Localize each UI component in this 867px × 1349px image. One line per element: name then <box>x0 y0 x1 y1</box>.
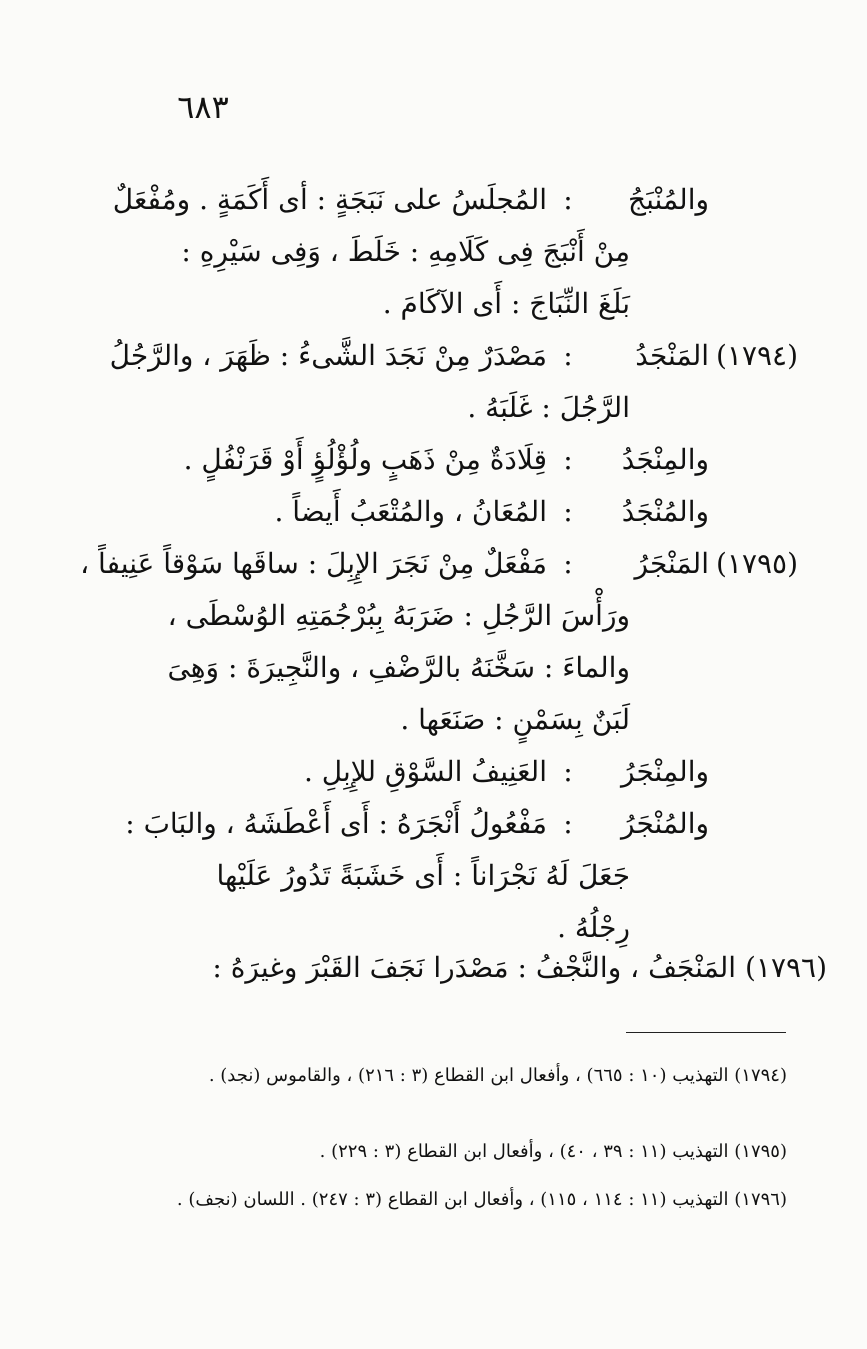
definition-line: مِنْ أَنْبَجَ فِى كَلَامِهِ : خَلَطَ ، وَفِى سَيْرِهِ : <box>181 235 630 268</box>
entry-head-line: (١٧٩٦) المَنْجَفُ ، والنَّجْفُ : مَصْدَرا نَجَفَ القَبْرَ وغيرَهُ : <box>212 951 827 984</box>
footnote: (١٧٩٦) التهذيب (١١ : ١١٤ ، ١١٥) ، وأفعال ابن القطاع (٣ : ٢٤٧) . اللسان (نجف) . <box>176 1189 787 1210</box>
separator-colon: : <box>563 183 573 216</box>
definition-line: مَفْعُولُ أَنْجَرَهُ : أَى أَعْطَشَهُ ، والبَابَ : <box>125 807 547 840</box>
definition-line: الرَّجُلَ : غَلَبَهُ . <box>467 391 630 424</box>
definition-line: والماءَ : سَخَّنَهُ بالرَّضْفِ ، والنَّجِيرَةَ : وَهِىَ <box>167 651 630 684</box>
footnote: (١٧٩٤) التهذيب (١٠ : ٦٦٥) ، وأفعال ابن القطاع (٣ : ٢١٦) ، والقاموس (نجد) . <box>208 1065 787 1086</box>
page-number: ٦٨٣ <box>177 88 229 126</box>
definition-line: العَنِيفُ السَّوْقِ للإِبِلِ . <box>303 755 547 788</box>
definition-line: مَفْعَلٌ مِنْ نَجَرَ الإِبِلَ : ساقَها سَوْقاً عَنِيفاً ، <box>80 547 547 580</box>
entry-head-line <box>80 536 805 592</box>
headword: المَنْجَرُ <box>634 547 709 580</box>
separator-colon: : <box>563 547 573 580</box>
footnote: (١٧٩٥) التهذيب (١١ : ٣٩ ، ٤٠) ، وأفعال ابن القطاع (٣ : ٢٢٩) . <box>319 1141 787 1162</box>
entry-number: (١٧٩٥) <box>715 547 799 580</box>
footnote-divider <box>626 1032 786 1033</box>
definition-line: مَصْدَرٌ مِنْ نَجَدَ الشَّىءُ : ظَهَرَ ، والرَّجُلُ <box>109 339 547 372</box>
definition-line: رِجْلُهُ . <box>557 911 630 944</box>
headword: والمُنْجَدُ <box>621 495 709 528</box>
definition-line: بَلَغَ النِّبَاجَ : أَى الآكَامَ . <box>382 287 630 320</box>
entry-head-line <box>275 484 806 540</box>
entry-head-line <box>125 796 805 852</box>
entry-head-line <box>110 328 805 384</box>
headword: والمُنْبَجُ <box>628 183 709 216</box>
definition-line: جَعَلَ لَهُ نَجْرَاناً : أَى خَشَبَةً تَدُورُ عَلَيْها <box>216 859 630 892</box>
separator-colon: : <box>563 495 573 528</box>
entry-head-line <box>304 744 805 800</box>
definition-line: المُعَانُ ، والمُتْعَبُ أَيضاً . <box>274 495 547 528</box>
separator-colon: : <box>563 443 573 476</box>
headword: والمِنْجَدُ <box>621 443 709 476</box>
headword: والمِنْجَرُ <box>621 755 709 788</box>
separator-colon: : <box>563 807 573 840</box>
definition-line: ورَأْسَ الرَّجُلِ : ضَرَبَهُ بِبُرْجُمَتِهِ الوُسْطَى ، <box>167 599 630 632</box>
entry-number: (١٧٩٤) <box>715 339 799 372</box>
definition-line: قِلَادَةٌ مِنْ ذَهَبٍ ولُؤْلُؤٍ أَوْ قَرَنْفُلٍ . <box>183 443 547 476</box>
headword: والمُنْجَرُ <box>621 807 709 840</box>
entry-head-line <box>113 172 805 228</box>
definition-line: لَبَنٌ بِسَمْنٍ : صَنَعَها . <box>400 703 630 736</box>
separator-colon: : <box>563 755 573 788</box>
entry-head-line <box>184 432 805 488</box>
separator-colon: : <box>563 339 573 372</box>
definition-line: المُجلَسُ على نَبَجَةٍ : أى أَكَمَةٍ . ومُفْعَلٌ <box>112 183 547 216</box>
headword: المَنْجَدُ <box>635 339 709 372</box>
